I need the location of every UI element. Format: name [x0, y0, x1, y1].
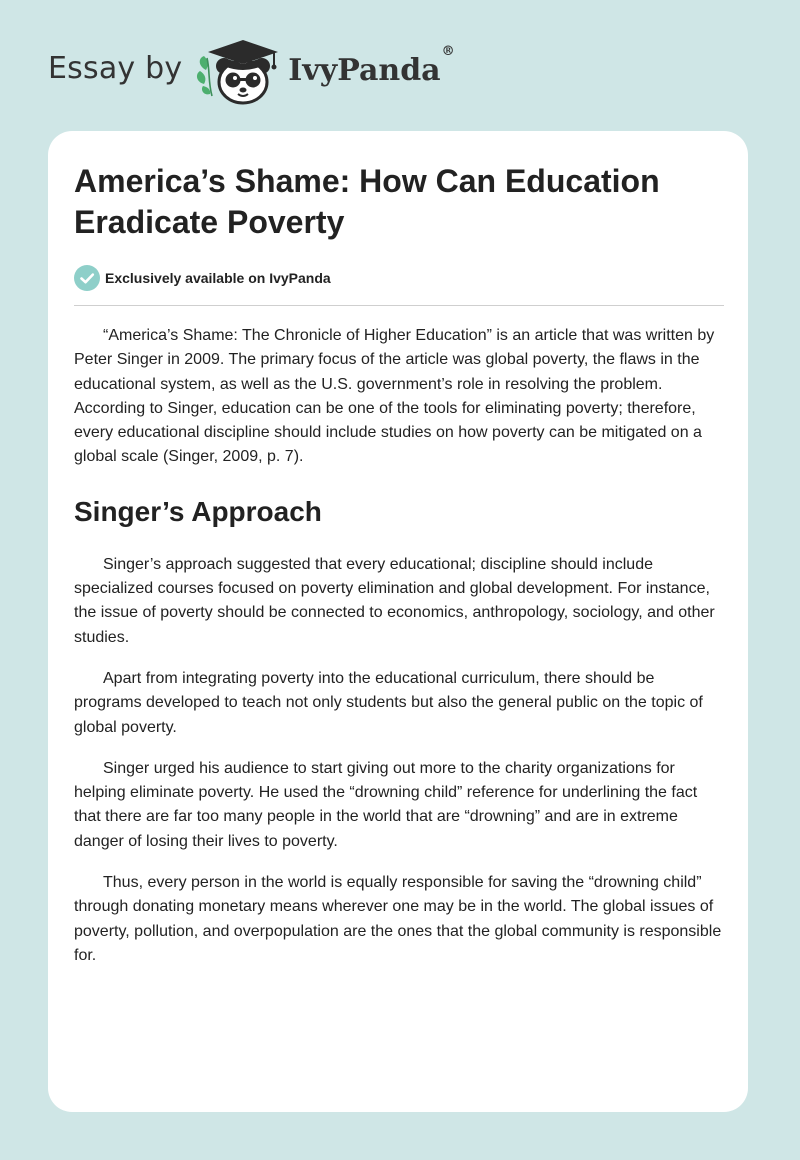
- check-circle-icon: [74, 265, 100, 291]
- essay-content: [74, 161, 724, 968]
- exclusive-badge: [74, 265, 724, 291]
- essay-title: America’s Shame: How Can Education Eradicate Poverty: [74, 163, 660, 240]
- panda-logo-icon[interactable]: [194, 36, 286, 108]
- site-header: [48, 36, 455, 108]
- essay-card: [48, 131, 748, 1112]
- section-heading: Singer’s Approach: [74, 495, 322, 527]
- body-paragraph-1: Singer’s approach suggested that every educational; discipline should include specialized courses focused on poverty elimination and global development. For instance, the issue of poverty should be connected to economics, anthropology, sociology, and other studies.: [74, 555, 715, 646]
- brand-name-text: IvyPanda: [288, 52, 441, 88]
- body-paragraph-3: Singer urged his audience to start giving out more to the charity organizations for helping eliminate poverty. He used the “drowning child” reference for underlining the fact that there are far too many people in the world that are “drowning” and are in extreme danger of losing their lives to poverty.: [74, 759, 698, 850]
- body-paragraph-2: Apart from integrating poverty into the educational curriculum, there should be programs developed to teach not only students but also the general public on the topic of global poverty.: [74, 669, 703, 736]
- registered-mark: ®: [441, 43, 455, 59]
- brand-name[interactable]: [288, 43, 455, 88]
- body-paragraph-4: Thus, every person in the world is equally responsible for saving the “drowning child” through donating monetary means wherever one may be in the world. The global issues of poverty, pollution, and overpopulation are the ones that the global community is responsible for.: [74, 874, 722, 964]
- exclusive-label: Exclusively available on IvyPanda: [105, 270, 331, 286]
- divider: [74, 305, 724, 306]
- intro-paragraph: “America’s Shame: The Chronicle of Higher Education” is an article that was written by Peter Singer in 2009. The primary focus of the article was global poverty, the flaws in the educational system, as well as the U.S. government’s role in resolving the problem. According to Singer, education can be one of the tools for eliminating poverty; therefore, every educational discipline should include studies on how poverty can be mitigated on a global scale (Singer, 2009, p. 7).: [74, 327, 715, 466]
- essay-by-label: Essay by: [48, 50, 183, 86]
